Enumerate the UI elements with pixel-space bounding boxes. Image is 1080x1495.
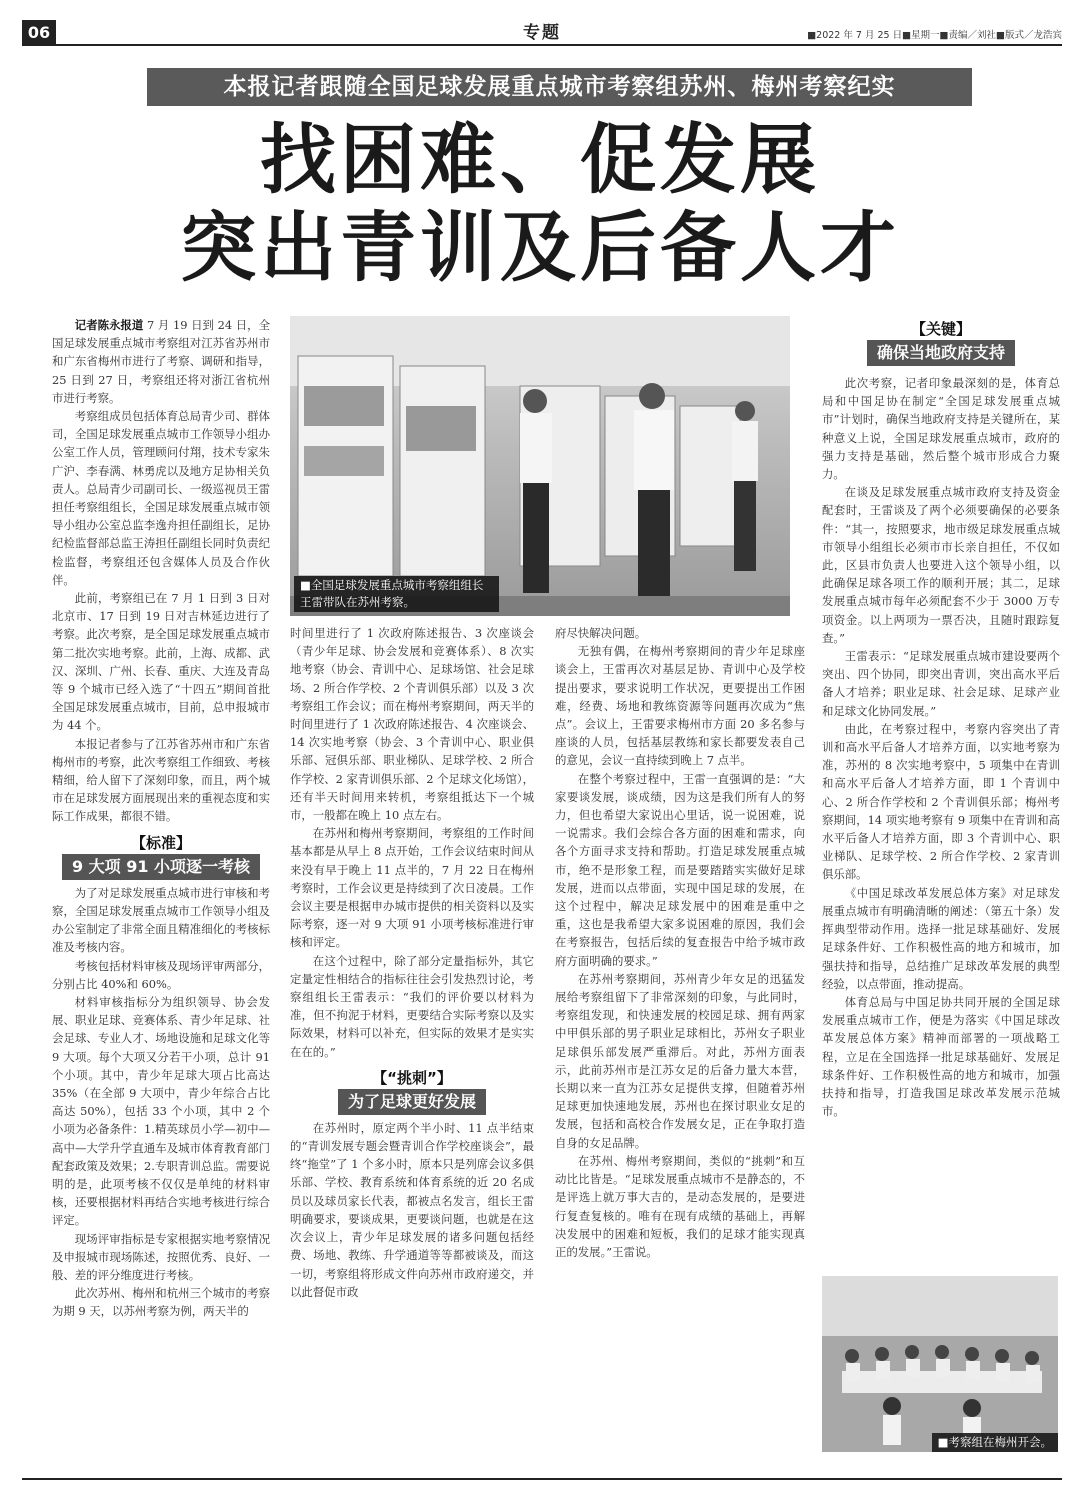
paragraph: 在整个考察过程中，王雷一直强调的是：“大家要谈发展，谈成绩，因为这是我们所有人的努力，但也希望大家说出心里话，说一说困难，说一说需求。我们会综合各方面的困难和需求，向各个方面寻求支持和帮助。打造足球发展重点城市，绝不是形象工程，而是要踏踏实实做好足球发展，进而以点带面，实现中国足球的发展，在这个过程中，解决足球发展中的困难是重中之重，这也是我希望大家多说困难的原因，我们会在考察报告，包括后续的复查报告中给予城市政府方面明确的要求。” [555,771,805,968]
subhead-nitpick [290,1067,534,1115]
paragraph: 在苏州考察期间，苏州青少年女足的迅猛发展给考察组留下了非常深刻的印象，与此同时，考察组发现，和快速发展的校园足球、拥有两家中甲俱乐部的男子职业足球相比，苏州女子职业足球俱乐部发展严重滞后。对此，苏州方面表示，此前苏州市是江苏女足的后备力量大本营，长期以来一直为江苏女足提供支撑，但随着苏州足球更加快速地发展，苏州也在探讨职业女足的发展，包括和高校合作发展女足，正在争取打造自身的女足品牌。 [555,971,805,1150]
byline: 记者陈永报道 [74,318,144,332]
paragraph: 在这个过程中，除了部分定量指标外，其它定量定性相结合的指标往往会引发热烈讨论，考察组组长王雷表示：“我们的评价要以材料为准，但不拘泥于材料，更要结合实际考察以及实际效果，材料可以补充，但实际的效果才是实实在在的。” [290,953,534,1059]
paragraph: 在谈及足球发展重点城市政府支持及资金配套时，王雷谈及了两个必须要确保的必要条件：“其一，按照要求，地市级足球发展重点城市领导小组组长必须市市长亲自担任，不仅如此，区县市负责人也要进入这个领导小组，以此确保足球各项工作的顺利开展；其二，足球发展重点城市每年必须配套不少于 3000 万专项资金。以上两项为一票否决，且随时跟踪复查。” [822,485,1060,645]
subhead-title: 确保当地政府支持 [867,340,1015,366]
page-header [22,20,1062,46]
paragraph: 在苏州、梅州考察期间，类似的“挑刺”和互动比比皆是。“足球发展重点城市不是静态的，不是评选上就万事大吉的，是动态发展的，是要进行复查复核的。唯有在现有成绩的基础上，再解决发展中的困难和短板，我们的足球才能实现真正的发展。”王雷说。 [555,1153,805,1259]
paragraph: 王雷表示：“足球发展重点城市建设要两个突出、四个协同，即突出青训，突出高水平后备人才培养；职业足球、社会足球、足球产业和足球文化协同发展。” [822,649,1060,718]
page-number: 06 [22,20,56,46]
headline-line-1: 找困难、促发展 [260,115,820,204]
lead-paragraph: 记者陈永报道 7 月 19 日到 24 日，全国足球发展重点城市考察组对江苏省苏州市和广东省梅州市进行了考察、调研和指导，25 日到 27 日，考察组还将对浙江省杭州市进行考察。 [52,318,270,405]
paragraph: 体育总局与中国足协共同开展的全国足球发展重点城市工作，便是为落实《中国足球改革发展总体方案》精神而部署的一项战略工程，立足在全国选择一批足球基础好、发展足球条件好、工作积极性高的地方和城市，加强扶持和指导，打造我国足球改革发展示范城市。 [822,994,1060,1119]
subhead-label: 【关键】 [910,320,971,338]
kicker: 本报记者跟随全国足球发展重点城市考察组苏州、梅州考察纪实 [147,68,972,106]
photo-meizhou-meeting [822,1276,1058,1452]
article-column-3 [555,624,805,1454]
paragraph: 时间里进行了 1 次政府陈述报告、3 次座谈会（青少年足球、协会发展和竞赛体系）、8 次实地考察（协会、青训中心、足球场馆、社会足球场、2 所合作学校、2 个青训俱乐部）以及 3 次考察组工作会议；而在梅州考察期间，两天半的时间里进行了 1 次政府陈述报告、4 次座谈会、14 次实地考察（协会、3 个青训中心、职业俱乐部、冠俱乐部、职业梯队、足球学校、2 所合作学校、2 家青训俱乐部、2 个足球文化场馆），还有半天时间用来转机，考察组抵达下一个城市，一般都在晚上 10 点左右。 [290,626,534,823]
paragraph: 考核包括材料审核及现场评审两部分，分别占比 40%和 60%。 [52,958,270,991]
photo-illustration [822,1276,1058,1452]
paragraph: 府尽快解决问题。 [555,626,647,640]
paragraph: 为了对足球发展重点城市进行审核和考察，全国足球发展重点城市工作领导小组及办公室制定了非常全面且精准细化的考核标准及考核内容。 [52,885,270,955]
subhead-title: 为了足球更好发展 [338,1089,486,1115]
headline-line-2: 突出青训及后备人才 [180,203,900,292]
article-column-1 [52,316,270,1476]
subhead-title: 9 大项 91 小项逐一考核 [62,854,260,880]
paragraph: 《中国足球改革发展总体方案》对足球发展重点城市有明确清晰的阐述：（第五十条）发挥典型带动作用。选择一批足球基础好、发展足球条件好、工作积极性高的地方和城市，加强扶持和指导，总结推广足球改革发展的典型经验，以点带面，推动提高。 [822,885,1060,991]
subhead-label: 【“挑刺”】 [372,1068,452,1087]
bottom-rule [22,1478,1062,1480]
subhead-standard [52,832,270,880]
article-column-2 [290,624,534,1476]
photo-caption: ■全国足球发展重点城市考察组组长王雷带队在苏州考察。 [294,576,499,612]
paragraph: 在苏州和梅州考察期间，考察组的工作时间基本都是从早上 8 点开始，工作会议结束时间从来没有早于晚上 11 点半的，7 月 22 日在梅州考察时，工作会议更是持续到了次日凌晨。工作会议主要是根据申办城市提供的相关资料以及实际考察，逐一对 9 大项 91 小项考核标准进行审核和评定。 [290,826,534,950]
subhead-label: 【标准】 [130,833,191,852]
paragraph: 此次苏州、梅州和杭州三个城市的考察为期 9 天，以苏州考察为例，两天半的 [52,1286,270,1319]
issue-meta: ■2022 年 7 月 25 日■星期一■责编／刘社■版式／龙浩宾 [807,30,1062,41]
paragraph: 考察组成员包括体育总局青少司、群体司，全国足球发展重点城市工作领导小组办公室工作人员，管理顾问付翔，技术专家朱广沪、李春满、林勇虎以及地方足协相关负责人。总局青少司副司长、一级巡视员王雷担任考察组组长，全国足球发展重点城市领导小组办公室总监李逸舟担任副组长，足协纪检监督部总监王涛担任副组长同时负责纪检监督，考察组还包含媒体人员及合作伙伴。 [52,409,270,587]
article-column-4 [822,374,1060,1262]
subhead-key [822,318,1060,366]
section-name: 专题 [523,23,561,43]
photo-caption: ■考察组在梅州开会。 [932,1433,1058,1452]
paragraph: 此次考察，记者印象最深刻的是，体育总局和中国足协在制定“全国足球发展重点城市”计划时，确保当地政府支持是关键所在，某种意义上说，全国足球发展重点城市，政府的强力支持是基础，然后整个城市形成合力聚力。 [822,376,1060,482]
photo-illustration [290,316,790,616]
photo-suzhou-inspection [290,316,790,616]
paragraph: 无独有偶，在梅州考察期间的青少年足球座谈会上，王雷再次对基层足协、青训中心及学校提出要求，要求说明工作状况，更要提出工作困难，经费、场地和教练资源等问题再次成为“焦点”。会议上，王雷要求梅州市方面 20 多名参与座谈的人员，包括基层教练和家长都要发表自己的意见，会议一直持续到晚上 7 点半。 [555,644,805,768]
paragraph: 在苏州时，原定两个半小时、11 点半结束的“青训发展专题会暨青训合作学校座谈会”，最终“拖堂”了 1 个多小时，原本只是列席会议多俱乐部、学校、教育系统和体育系统的近 20 名成员以及球员家长代表，都被点名发言，组长王雷明确要求，要谈成果，更要谈问题，也就是在这次会议上，青少年足球发展的诸多问题包括经费、场地、教练、升学通道等等都被谈及，而这一切，考察组将形成文件向苏州市政府递交，并以此督促市政 [290,1120,534,1299]
paragraph: 现场评审指标是专家根据实地考察情况及申报城市现场陈述，按照优秀、良好、一般、差的评分维度进行考核。 [52,1231,270,1282]
paragraph: 由此，在考察过程中，考察内容突出了青训和高水平后备人才培养方面，以实地考察为准，苏州的 8 次实地考察中，5 项集中在青训和高水平后备人才培养方面，即 1 个青训中心、2 所合作学校和 2 个青训俱乐部；梅州考察期间，14 项实地考察有 9 项集中在青训和高水平后备人才培养方面，即 3 个青训中心、职业梯队、足球学校、2 所合作学校、2 家青训俱乐部。 [822,721,1060,882]
paragraph: 本报记者参与了江苏省苏州市和广东省梅州市的考察，此次考察组工作细致、考核精细，给人留下了深刻印象，而且，两个城市在足球发展方面展现出来的重视态度和实际工作成果，都很不错。 [52,736,270,824]
paragraph: 材料审核指标分为组织领导、协会发展、职业足球、竞赛体系、青少年足球、社会足球、专业人才、场地设施和足球文化等 9 大项。每个大项又分若干小项，总计 91 个小项。其中，青少年足球大项占比高达 35%（在全部 9 大项中，青少年综合占比高达 50%），包括 33 个小项，其中 2 个小项为必备条件：1.精英球员小学—初中—高中—大学升学直通车及城市体育教育部门配套政策及效果；2.专职青训总监。需要说明的是，此项考核不仅仅是单纯的材料审核，还要根据材料再结合实地考核进行综合评定。 [52,994,270,1228]
paragraph: 此前，考察组已在 7 月 1 日到 3 日对北京市、17 日到 19 日对吉林延边进行了考察。此次考察，是全国足球发展重点城市第二批次实地考察。此前，上海、成都、武汉、深圳、广州、长春、重庆、大连及青岛等 9 个城市已经入选了“十四五”期间首批全国足球发展重点城市，目前，总申报城市为 44 个。 [52,591,270,733]
